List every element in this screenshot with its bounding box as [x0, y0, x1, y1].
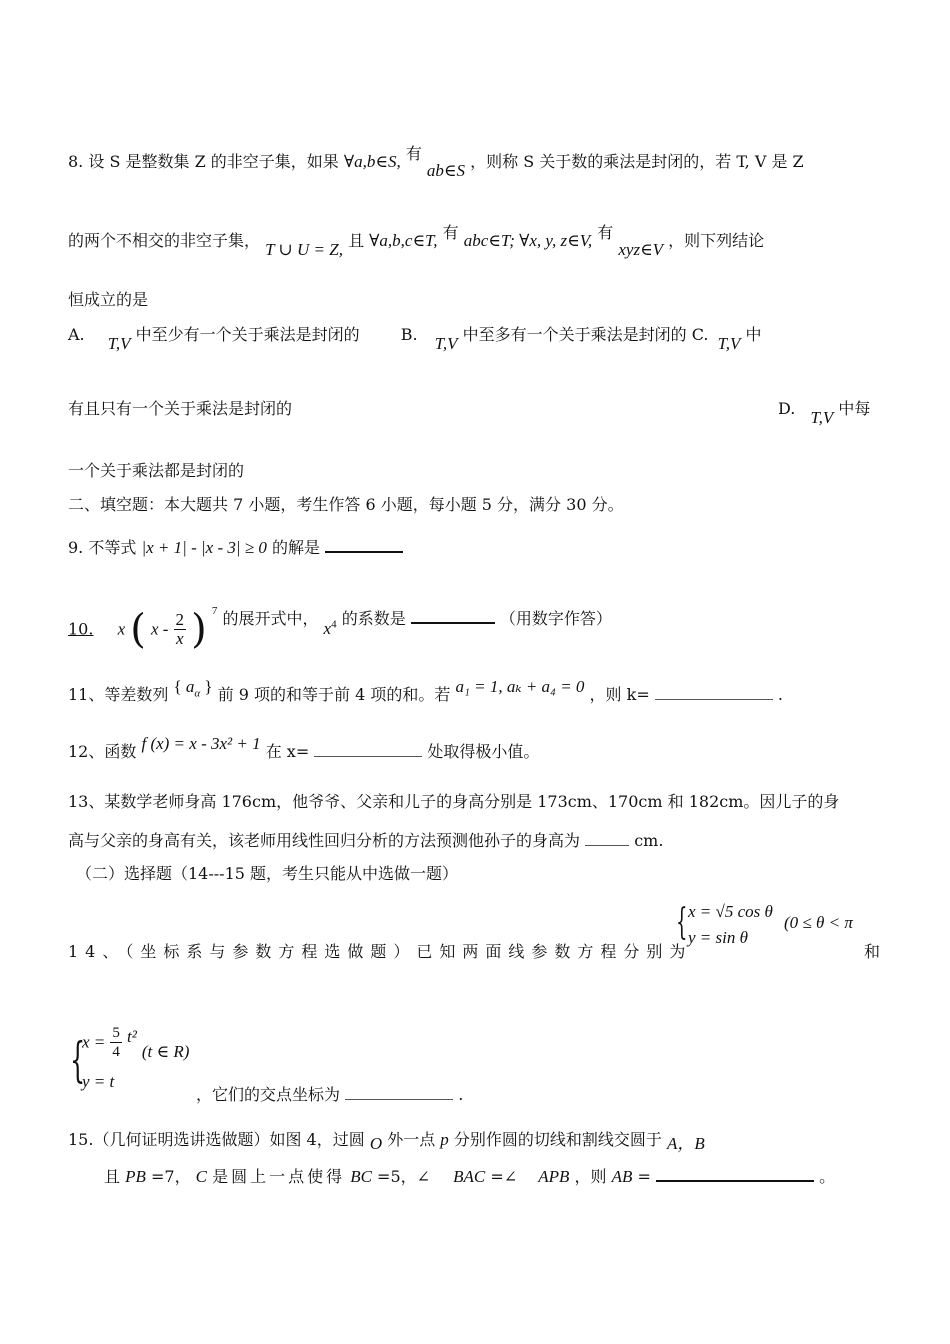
q10-x4 — [324, 619, 337, 638]
q15-text: 外一点 — [387, 1130, 436, 1149]
q8-formula: ∀a,b∈S, — [343, 152, 401, 171]
q15-ab: AB — [611, 1167, 633, 1186]
q12-text: 12、函数 — [68, 742, 137, 761]
q8-text: 有 — [597, 223, 614, 242]
q15-answer-blank[interactable] — [656, 1164, 814, 1182]
option-b-text: 中至多有一个关于乘法是封闭的 C. — [462, 325, 709, 344]
section-heading-fill-in: 二、填空题：本大题共 7 小题，考生作答 6 小题，每小题 5 分，满分 30 分。 — [68, 495, 624, 514]
q11-text: ，则 k= — [589, 685, 650, 704]
q8-option-d-cont: 一个关于乘法都是封闭的 — [68, 461, 245, 480]
q10-answer-blank[interactable] — [411, 606, 495, 624]
q14-sys2-frac — [110, 1024, 122, 1061]
q12-formula: f (x) = x - 3x² + 1 — [141, 734, 261, 753]
q12-text: 在 x= — [265, 742, 310, 761]
option-d-text: 中每 — [838, 399, 871, 418]
option-b-label: B. — [400, 325, 418, 344]
q14-sys1-row-1: x = √5 cos θ — [688, 902, 773, 921]
q10 — [68, 600, 612, 653]
option-b-formula: T,V — [434, 334, 458, 353]
q8-text: 8. 设 S 是整数集 Z 的非空子集，如果 — [68, 152, 339, 171]
q8-formula: xyz∈V — [618, 240, 664, 259]
q15-line-2 — [104, 1164, 835, 1187]
q8-line-2 — [68, 223, 765, 259]
q15-text: 且 — [104, 1167, 121, 1186]
q14-sys1-row-2: y = sin θ — [688, 928, 748, 947]
q12-text: 处取得极小值。 — [427, 742, 540, 761]
option-d-formula: T,V — [810, 408, 834, 427]
q8-text: ，则称 S 关于数的乘法是封闭的，若 T, V 是 Z — [470, 152, 804, 171]
q9 — [68, 535, 403, 558]
q10-text: （用数字作答） — [499, 609, 612, 629]
q13-line-2 — [68, 829, 663, 851]
q15-point-p: p — [440, 1130, 449, 1149]
q11 — [68, 677, 784, 711]
q14-sys2-row-2: y = t — [82, 1072, 115, 1091]
option-a-formula: T,V — [107, 334, 131, 353]
q11-text: . — [777, 685, 784, 704]
q8-text: 有 — [442, 223, 459, 242]
q13-line-1: 13、某数学老师身高 176cm，他爷爷、父亲和儿子的身高分别是 173cm、170cm 和 182cm。因儿子的身 — [68, 792, 840, 811]
q10-text: 的系数是 — [341, 609, 406, 629]
q15-text: ，则 — [574, 1167, 607, 1186]
q11-text: 前 9 项的和等于前 4 项的和。若 — [217, 685, 451, 704]
q15-apb: APB — [538, 1167, 570, 1186]
q14-text: . — [458, 1085, 464, 1104]
q14-system-1 — [676, 898, 876, 952]
q15-text: 分别作圆的切线和割线交圆于 — [453, 1130, 662, 1149]
option-c-formula: T,V — [717, 334, 741, 353]
q14-sys2-cond: (t ∈ R) — [141, 1042, 190, 1061]
q8-formula: T ∪ U = Z, — [265, 240, 343, 259]
section-heading-choice: （二）选择题（14---15 题，考生只能从中选做一题） — [76, 864, 459, 883]
q15-circle-o: O — [369, 1134, 383, 1153]
q15-text: = — [637, 1167, 651, 1186]
q15-c: C — [195, 1167, 208, 1186]
q10-x4-exp: 4 — [331, 619, 337, 631]
q14-sys1-cond: (0 ≤ θ < π — [784, 913, 853, 932]
q11-seq-sub: α — [194, 687, 201, 700]
q10-number: 10. — [68, 619, 94, 639]
q11-sequence: { $a_\alpha$ } — [173, 677, 213, 700]
q10-formula-x: x — [117, 619, 126, 639]
q11-seq-a: a — [185, 677, 195, 696]
option-a-label: A. — [68, 325, 85, 344]
q14-sys2-frac-num: 5 — [112, 1025, 120, 1041]
q8-option-c-cont: 有且只有一个关于乘法是封闭的 — [68, 399, 293, 418]
q14-line-2 — [196, 1083, 463, 1105]
q14-text: 14、（坐标系与参数方程选做题）已知两面线参数方程分别为 — [68, 942, 693, 961]
q8-text: 的两个不相交的非空子集， — [68, 231, 261, 250]
q14-text-he: 和 — [864, 942, 881, 961]
q14-sys2-row-1 — [82, 1024, 189, 1061]
q13-text: 高与父亲的身高有关，该老师用线性回归分析的方法预测他孙子的身高为 — [68, 831, 581, 850]
q8-options-line — [68, 325, 882, 353]
q8-formula: ∀a,b,c∈T, — [369, 231, 438, 250]
q9-formula: |x + 1| - |x - 3| ≥ 0 — [141, 538, 267, 557]
q10-fraction — [174, 611, 187, 648]
q10-exponent: 7 — [211, 605, 218, 618]
q10-frac-den: x — [176, 629, 184, 649]
q8-line-3: 恒成立的是 — [68, 290, 149, 309]
q14-brace-2: { — [70, 1032, 86, 1088]
q14-answer-blank[interactable] — [345, 1083, 453, 1100]
q13-text: cm. — [634, 831, 664, 850]
q10-x4-base: x — [323, 619, 332, 639]
q8-formula: abc∈T; ∀x, y, z∈V, — [463, 231, 593, 250]
option-d-label: D. — [778, 399, 796, 418]
q15-text: 。 — [819, 1167, 836, 1186]
q10-formula-xminus: x - — [150, 619, 169, 639]
q14-brace-1: { — [676, 902, 688, 943]
q15-text: =5，∠ — [377, 1167, 431, 1186]
q8-text: 有 — [405, 144, 422, 163]
q15-line-1 — [68, 1130, 705, 1153]
q8-option-d — [778, 399, 871, 427]
q14-sys2-t2: t² — [126, 1026, 137, 1046]
q15-text: 15.（几何证明选讲选做题）如图 4，过圆 — [68, 1130, 365, 1149]
q10-frac-num: 2 — [175, 610, 185, 630]
q8-formula: ab∈S — [426, 161, 466, 180]
q11-text: 11、等差数列 — [68, 685, 169, 704]
q14-text: ，它们的交点坐标为 — [196, 1085, 341, 1104]
q9-text: 的解是 — [271, 538, 320, 557]
q10-text: 的展开式中， — [222, 609, 319, 629]
q12 — [68, 734, 540, 762]
q15-text: 是圆上一点使得 — [212, 1167, 346, 1186]
q10-paren-right: ) — [191, 606, 207, 653]
option-c-text: 中 — [745, 325, 762, 344]
q9-answer-blank[interactable] — [325, 535, 403, 553]
q15-bac: BAC — [453, 1167, 486, 1186]
q14-sys2-frac-den: 4 — [112, 1044, 120, 1060]
q9-text: 9. 不等式 — [68, 538, 137, 557]
q11-formula: a₁ = 1, aₖ + a₄ = 0 — [455, 677, 585, 696]
q15-bc: BC — [350, 1167, 372, 1186]
q12-answer-blank[interactable] — [314, 740, 422, 757]
q8-line-1 — [68, 144, 804, 180]
q8-text: 且 — [348, 231, 365, 250]
q14-sys2-x: x = — [82, 1032, 106, 1052]
q8-text: ，则下列结论 — [668, 231, 765, 250]
q10-paren-left: ( — [130, 606, 146, 653]
q15-text: =7， — [150, 1167, 191, 1186]
option-a-text: 中至少有一个关于乘法是封闭的 — [135, 325, 360, 344]
q15-points-ab: A，B — [667, 1134, 705, 1153]
q13-answer-blank[interactable] — [585, 829, 629, 846]
q11-answer-blank[interactable] — [655, 683, 773, 700]
q15-text: =∠ — [490, 1167, 518, 1186]
q14-line-1 — [68, 942, 692, 962]
q15-pb: PB — [125, 1167, 146, 1186]
q14-system-2 — [70, 1024, 210, 1098]
